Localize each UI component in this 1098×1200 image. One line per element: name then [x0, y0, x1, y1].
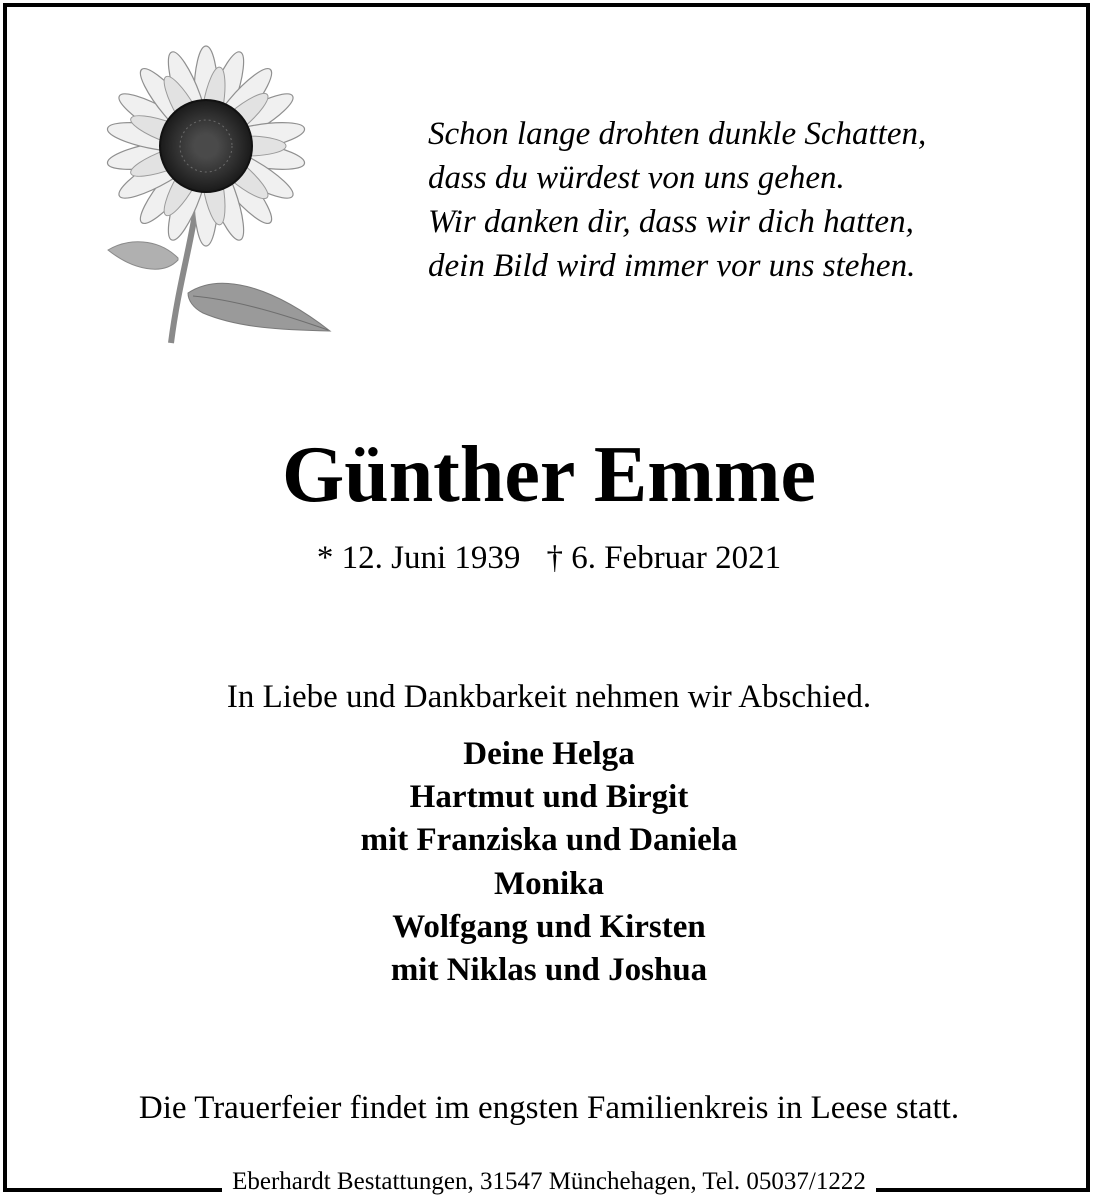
mourner-line: mit Franziska und Daniela: [360, 822, 738, 859]
funeral-home-info: Eberhardt Bestattungen, 31547 Münchehagen, Tel. 05037/1222: [222, 1168, 876, 1195]
poem-line: Wir danken dir, dass wir dich hatten,: [428, 204, 914, 240]
farewell-text: In Liebe und Dankbarkeit nehmen wir Abschied.: [226, 679, 872, 715]
mourner-line: Deine Helga: [463, 736, 635, 772]
mourner-line: mit Niklas und Joshua: [390, 952, 708, 989]
birth-date: * 12. Juni 1939: [316, 540, 521, 576]
poem: [428, 112, 1048, 288]
service-note: Die Trauerfeier findet im engsten Familienkreis in Leese statt.: [138, 1090, 960, 1126]
life-dates: [0, 536, 1098, 580]
mourner-line: Monika: [493, 865, 605, 902]
poem-line: Schon lange drohten dunkle Schatten,: [428, 116, 927, 152]
death-date: † 6. Februar 2021: [546, 540, 782, 576]
deceased-name: Günther Emme: [281, 431, 817, 519]
footer: [0, 1168, 1098, 1196]
mourners-list: [0, 733, 1098, 992]
mourner-line: Hartmut und Birgit: [409, 779, 689, 816]
sunflower-icon: [78, 38, 333, 348]
mourner-line: Wolfgang und Kirsten: [392, 908, 706, 945]
poem-line: dass du würdest von uns gehen.: [428, 160, 845, 196]
poem-line: dein Bild wird immer vor uns stehen.: [428, 248, 916, 284]
